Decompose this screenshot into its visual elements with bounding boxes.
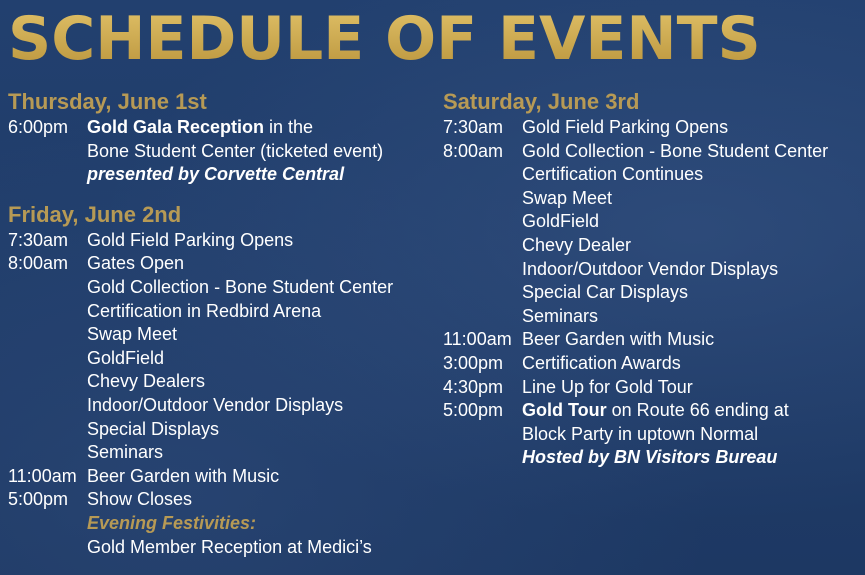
event-name: Chevy Dealers [87,371,206,392]
event-name: Gold Field Parking Opens [522,117,729,137]
event-name: Special Displays [87,418,220,439]
event-name: Gates Open [87,253,185,274]
schedule-row [8,536,438,560]
event-time [443,305,522,329]
event-name: Indoor/Outdoor Vendor Displays [522,258,779,279]
schedule-row [443,423,863,447]
schedule-row [443,446,863,470]
event-time [8,300,87,324]
event-name: Chevy Dealer [522,234,632,255]
event-time: 7:30am [8,229,69,250]
event-name: Swap Meet [87,324,178,345]
schedule-row [8,323,438,347]
schedule-row [8,140,438,164]
event-name: GoldField [522,211,600,232]
event-name: Certification Continues [522,164,704,185]
event-name: Indoor/Outdoor Vendor Displays [87,394,344,415]
schedule-row [443,163,863,187]
event-name: GoldField [87,347,165,368]
event-time: 4:30pm [443,376,504,397]
event-name: Special Car Displays [522,282,689,303]
event-name: Beer Garden with Music [87,465,280,486]
event-name: Gold Collection - Bone Student Center [87,276,394,297]
event-time [443,210,522,234]
day-heading-friday: Friday, June 2nd [8,201,182,227]
day-heading-saturday: Saturday, June 3rd [443,89,640,114]
event-time [8,276,87,300]
event-sponsor: Hosted by BN Visitors Bureau [522,447,778,468]
schedule-row [8,465,438,489]
event-time: 5:00pm [8,489,69,510]
schedule-row [443,328,863,352]
event-sponsor: presented by Corvette Central [87,164,345,185]
event-time [8,441,87,465]
schedule-row [443,187,863,211]
event-name-rest: in the [264,117,314,137]
event-name: Line Up for Gold Tour [522,376,693,397]
schedule-row [443,376,863,400]
event-time [443,258,522,282]
right-column [443,88,863,470]
event-name [87,116,438,140]
event-time [8,347,87,371]
event-time [8,323,87,347]
schedule-row [8,116,438,140]
evening-festivities-label: Evening Festivities: [87,512,257,533]
event-time: 6:00pm [8,117,69,137]
day-heading-thursday: Thursday, June 1st [8,89,207,114]
event-name: Gold Field Parking Opens [87,229,294,250]
schedule-row [8,252,438,276]
schedule-row [8,163,438,187]
left-column [8,88,438,559]
schedule-row [8,347,438,371]
schedule-row [443,116,863,140]
schedule-row [443,210,863,234]
event-name: Seminars [87,442,164,463]
event-time: 11:00am [8,465,77,486]
event-name: Gold Member Reception at Medici’s [87,536,372,557]
schedule-row [8,229,438,253]
schedule-row [8,512,438,536]
event-time [8,370,87,394]
event-time: 8:00am [443,140,504,161]
schedule-row [443,140,863,164]
event-name: Certification in Redbird Arena [87,300,322,321]
event-time: 5:00pm [443,400,504,421]
schedule-row [8,394,438,418]
schedule-row [443,305,863,329]
schedule-row [443,258,863,282]
event-time: 8:00am [8,253,69,274]
schedule-row [8,300,438,324]
event-name: Bone Student Center (ticketed event) [87,140,384,161]
event-name-bold: Gold Gala Reception [87,117,265,137]
event-name: Beer Garden with Music [522,329,715,350]
schedule-row [8,276,438,300]
schedule-row [8,441,438,465]
schedule-row [443,281,863,305]
schedule-row [443,352,863,376]
event-name [522,399,863,423]
schedule-row [443,234,863,258]
page-title: SCHEDULE OF EVENTS [8,4,761,74]
event-time [8,418,87,442]
event-name-bold: Gold Tour [522,400,607,421]
schedule-row [443,399,863,423]
event-name: Show Closes [87,489,193,510]
event-time: 7:30am [443,117,504,137]
event-time [443,187,522,211]
schedule-row [8,370,438,394]
event-time [443,281,522,305]
event-time [443,163,522,187]
event-time: 3:00pm [443,352,504,373]
event-name-rest: on Route 66 ending at [606,400,789,421]
event-name: Block Party in uptown Normal [522,423,759,444]
event-name: Certification Awards [522,352,681,373]
schedule-row [8,488,438,512]
event-name: Seminars [522,305,599,326]
event-name: Gold Collection - Bone Student Center [522,140,829,161]
event-time [8,394,87,418]
event-time [443,234,522,258]
event-name: Swap Meet [522,187,613,208]
schedule-row [8,418,438,442]
event-time: 11:00am [443,329,512,350]
